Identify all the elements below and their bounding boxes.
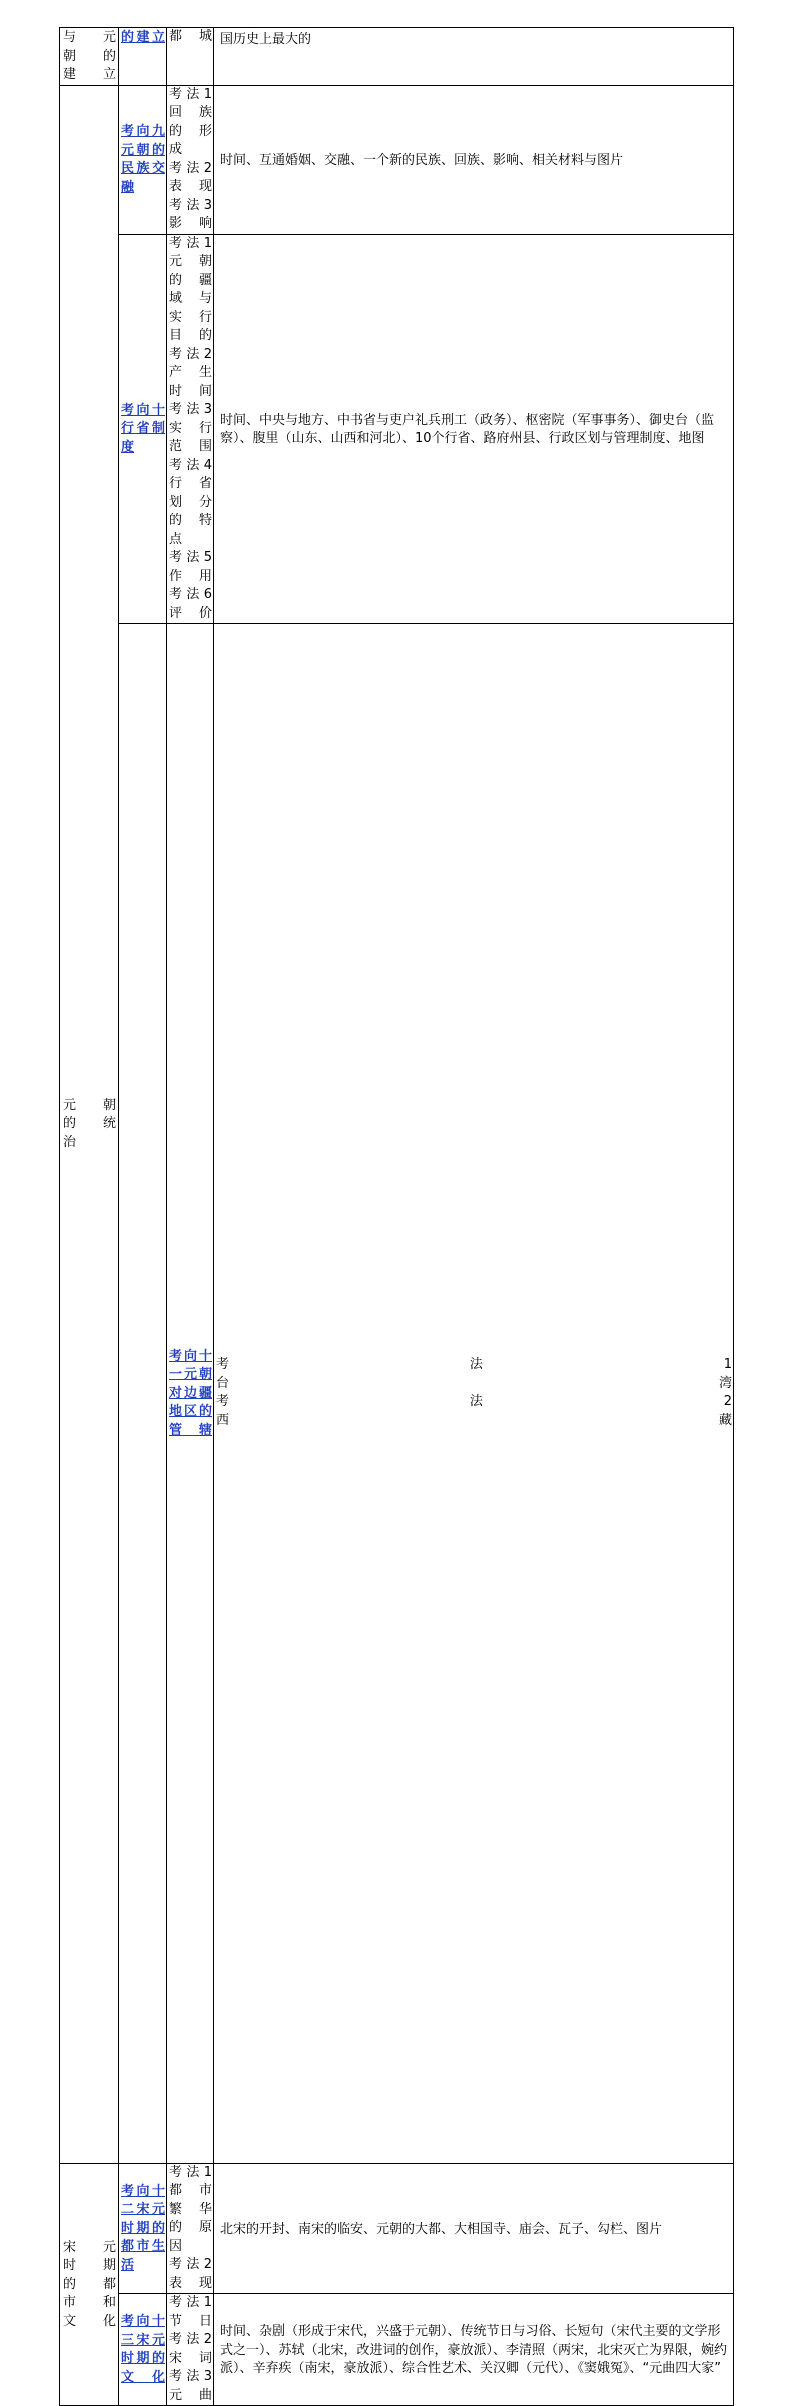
kaoxiang-link[interactable]: 考向十行省制度 — [121, 402, 165, 455]
topic-line: 宋 元 — [63, 2239, 116, 2255]
topic-line: 与 元 — [63, 30, 116, 45]
content-cell: 时间、杂剧（形成于宋代，兴盛于元朝）、传统节日与习俗、长短句（宋代主要的文学形式之一）、苏轼（北宋，改进词的创作，豪放派）、李清照（两宋，北宋灭亡为界限，婉约派）、辛弃疾（南宋，豪放派）、综合性艺术、关汉卿（元代）、《窦娥冤》、“元曲四大家” — [214, 2294, 734, 2406]
topic-line: 时 期 — [63, 2258, 116, 2273]
kaoxiang-link[interactable]: 考向十三宋元时期的文化 — [121, 2314, 165, 2385]
method-line: 考法5 — [169, 550, 212, 565]
method-line: 表现 — [169, 179, 212, 194]
method-cell — [167, 2294, 214, 2406]
method-line: 元 朝 — [169, 254, 212, 269]
method-line: 回 族 — [169, 105, 212, 120]
content-cell: 北宋的开封、南宋的临安、元朝的大都、大相国寺、庙会、瓦子、勾栏、图片 — [214, 2163, 734, 2294]
topic-line: 的 统 — [63, 1116, 116, 1132]
document-page — [59, 27, 733, 2406]
method-line: 考法1 — [169, 86, 212, 102]
method-line: 的 疆 — [169, 272, 212, 288]
topic-line: 的 都 — [63, 2276, 116, 2292]
topic-cell — [60, 28, 119, 86]
method-line: 域 与 — [169, 291, 212, 306]
kaoxiang-link-cell — [119, 85, 167, 234]
kaoxiang-link[interactable]: 考向十二宋元时期的都市生活 — [121, 2183, 165, 2273]
method-line: 产 生 — [169, 365, 212, 380]
method-line: 宋词 — [169, 2350, 212, 2366]
topic-line: 治 — [63, 1134, 77, 1150]
topic-line: 文化 — [63, 2313, 116, 2329]
table-row — [60, 85, 734, 234]
topic-cell — [60, 2163, 119, 2406]
method-line: 考法1 — [169, 2295, 212, 2310]
method-line: 考法3 — [169, 402, 212, 417]
method-line: 考法6 — [169, 587, 212, 602]
method-line: 都 市 — [169, 2183, 212, 2198]
table-row — [60, 234, 734, 624]
method-line: 台湾 — [216, 1375, 732, 1391]
review-table — [59, 27, 734, 2406]
method-line: 目的 — [169, 328, 212, 343]
topic-line: 朝 的 — [63, 48, 116, 64]
kaoxiang-link[interactable]: 考向十一元朝对边疆地区的管辖 — [169, 1348, 212, 1438]
method-line: 作用 — [169, 568, 212, 584]
method-cell — [214, 624, 734, 2164]
table-row — [60, 2163, 734, 2294]
topic-line: 建立 — [63, 67, 116, 82]
topic-cell-empty — [119, 624, 167, 2164]
method-line: 成 — [169, 142, 183, 157]
table-row — [60, 624, 734, 2164]
content-cell: 国历史上最大的 — [214, 28, 734, 86]
method-line: 行 省 — [169, 476, 212, 491]
method-line: 考法2 — [169, 346, 212, 362]
topic-line: 元 朝 — [63, 1097, 116, 1113]
method-line: 划 分 — [169, 494, 212, 510]
topic-line: 市 和 — [63, 2295, 116, 2310]
method-line: 考法2 — [169, 2257, 212, 2272]
method-line: 的 特 — [169, 513, 212, 528]
method-line: 节日 — [169, 2313, 212, 2329]
content-cell: 时间、互通婚姻、交融、一个新的民族、回族、影响、相关材料与图片 — [214, 85, 734, 234]
method-line: 考法2 — [169, 160, 212, 176]
kaoxiang-link[interactable]: 的建立 — [121, 30, 165, 45]
method-line: 考法1 — [169, 2164, 212, 2180]
method-line: 考法4 — [169, 457, 212, 473]
kaoxiang-link-cell — [119, 28, 167, 86]
table-row — [60, 28, 734, 86]
method-line: 实 行 — [169, 309, 212, 325]
method-line: 繁 华 — [169, 2201, 212, 2217]
method-line: 考法3 — [169, 197, 212, 213]
method-line: 考法1 — [216, 1357, 732, 1373]
method-line: 的 形 — [169, 123, 212, 139]
kaoxiang-link[interactable]: 考向九元朝的民族交融 — [121, 124, 165, 195]
table-row — [60, 2294, 734, 2406]
method-cell — [167, 2163, 214, 2294]
method-line: 考法2 — [169, 2332, 212, 2347]
method-cell — [167, 234, 214, 624]
topic-cell — [60, 85, 119, 2163]
method-line: 因 — [169, 2238, 183, 2254]
method-line: 范围 — [169, 439, 212, 454]
method-cell — [167, 28, 214, 86]
method-line: 点 — [169, 531, 183, 547]
content-cell: 时间、中央与地方、中书省与吏户礼兵刑工（政务）、枢密院（军事事务）、御史台（监察）、腹里（山东、山西和河北）、10个行省、路府州县、行政区划与管理制度、地图 — [214, 234, 734, 624]
method-line: 影响 — [169, 216, 212, 231]
method-line: 的 原 — [169, 2220, 212, 2235]
method-line: 考法3 — [169, 2369, 212, 2384]
method-line: 考法1 — [169, 235, 212, 251]
kaoxiang-link-cell — [119, 2163, 167, 2294]
method-line: 实 行 — [169, 420, 212, 436]
kaoxiang-link-cell — [119, 2294, 167, 2406]
kaoxiang-link-cell — [167, 624, 214, 2164]
method-line: 时间 — [169, 383, 212, 399]
method-line: 考法2 — [216, 1394, 732, 1410]
method-line: 西藏 — [216, 1412, 732, 1428]
method-line: 元曲 — [169, 2387, 212, 2403]
method-line: 评价 — [169, 605, 212, 621]
method-line: 表现 — [169, 2275, 212, 2291]
method-line: 都城 — [169, 29, 212, 44]
kaoxiang-link-cell — [119, 234, 167, 624]
method-cell — [167, 85, 214, 234]
